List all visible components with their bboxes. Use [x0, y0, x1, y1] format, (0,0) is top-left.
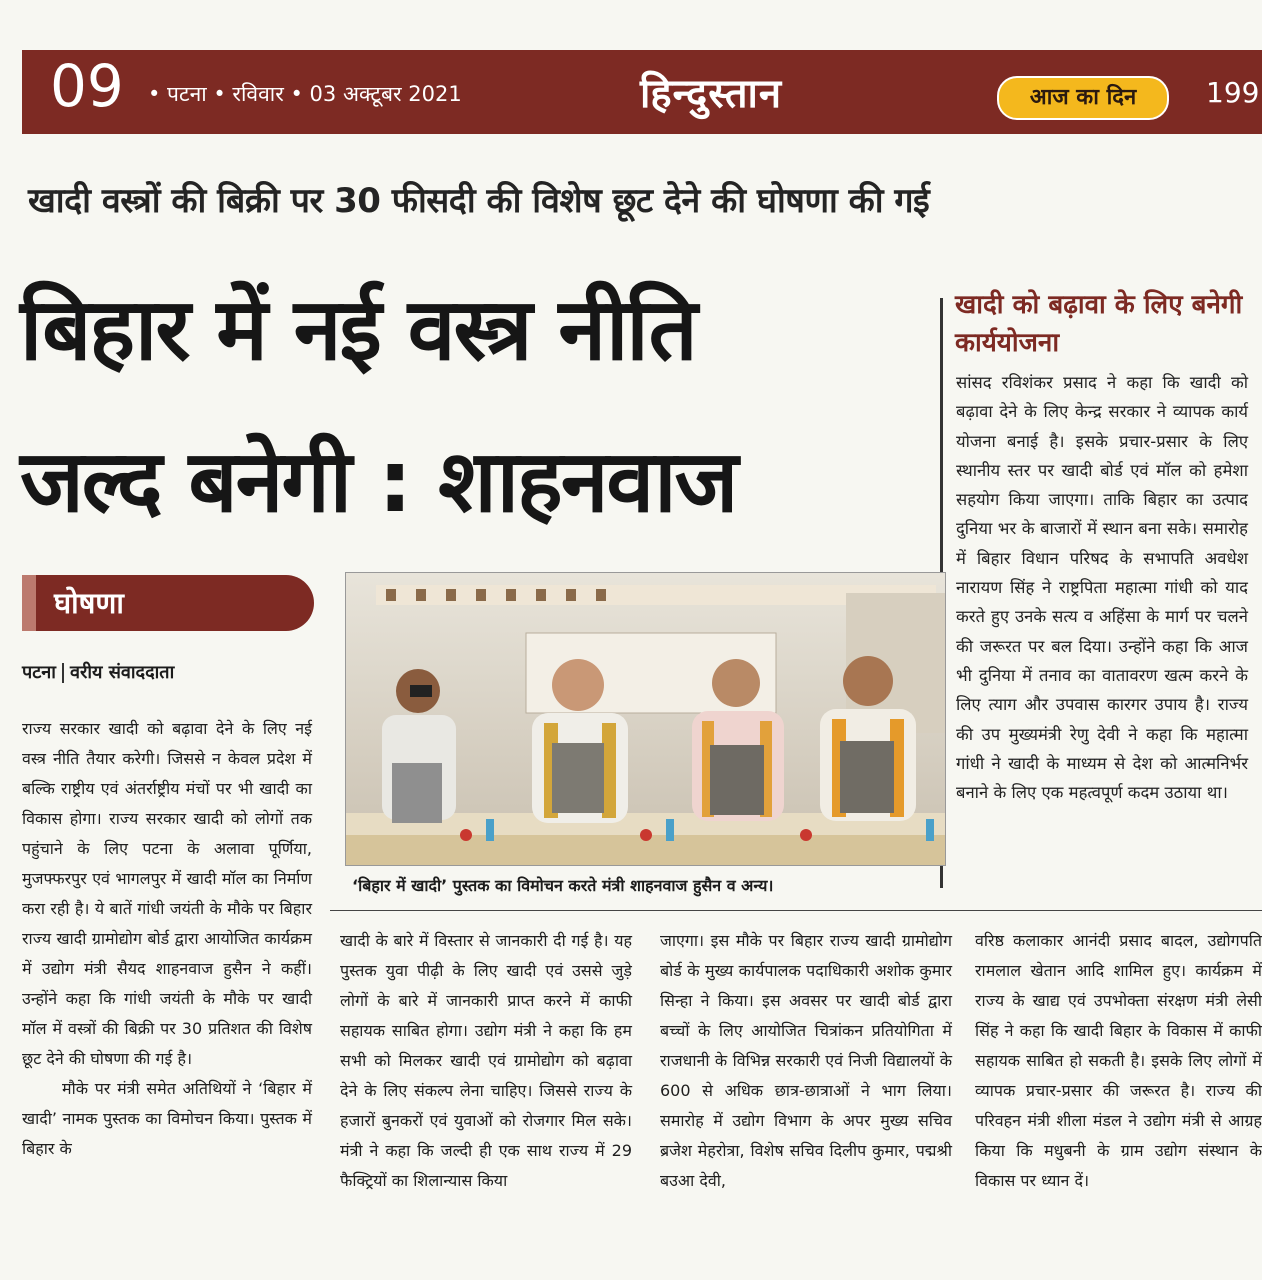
- masthead-edge-text: 199: [1206, 76, 1260, 109]
- article-column-3: जाएगा। इस मौके पर बिहार राज्य खादी ग्रामोद्योग बोर्ड के मुख्य कार्यपालक पदाधिकारी अशोक कुमार सिन्हा ने किया। इस अवसर पर खादी बोर्ड द्वारा बच्चों के लिए आयोजित चित्रांकन प्रतियोगिता में राजधानी के विभिन्न सरकारी एवं निजी विद्यालयों के 600 से अधिक छात्र-छात्राओं ने भाग लिया। समारोह में उद्योग विभाग के अपर मुख्य सचिव ब्रजेश मेहरोत्रा, विशेष सचिव दिलीप कुमार, पद्मश्री बउआ देवी,: [660, 931, 952, 1190]
- section-label-text: घोषणा: [54, 586, 124, 620]
- byline-separator: [62, 663, 64, 683]
- section-label: [22, 575, 314, 631]
- headline-line-2: जल्द बनेगी : शाहनवाज: [20, 432, 737, 532]
- article-kicker: खादी वस्त्रों की बिक्री पर 30 फीसदी की विशेष छूट देने की घोषणा की गई: [28, 181, 930, 221]
- column-divider: [330, 910, 1262, 911]
- masthead-bar: [22, 50, 1262, 134]
- article-column-4: वरिष्ठ कलाकार आनंदी प्रसाद बादल, उद्योगपति रामलाल खेतान आदि शामिल हुए। कार्यक्रम में राज्य के खाद्य एवं उपभोक्ता संरक्षण मंत्री लेसी सिंह ने कहा कि खादी बिहार के विकास में काफी सहायक साबित हो सकती है। इसके लिए लोगों में व्यापक प्रचार-प्रसार की जरूरत है। राज्य की परिवहन मंत्री शीला मंडल ने उद्योग मंत्री से आग्रह किया कि मधुबनी के ग्राम उद्योग संस्थान के विकास पर ध्यान दें।: [975, 931, 1262, 1190]
- dateline: • पटना • रविवार • 03 अक्टूबर 2021: [148, 82, 462, 106]
- article-column-2: खादी के बारे में विस्तार से जानकारी दी गई है। यह पुस्तक युवा पीढ़ी के लिए खादी एवं उससे जुड़े लोगों के बारे में जानकारी प्राप्त करने में काफी सहायक साबित होगा। उद्योग मंत्री ने कहा कि हम सभी को मिलकर खादी एवं ग्रामोद्योग को बढ़ावा देने के लिए संकल्प लेना चाहिए। जिससे राज्य के हजारों बुनकरों एवं युवाओं को रोजगार मिल सके। मंत्री ने कहा कि जल्दी ही एक साथ राज्य में 29 फैक्ट्रियों का शिलान्यास किया: [340, 931, 632, 1190]
- sidebar-body: सांसद रविशंकर प्रसाद ने कहा कि खादी को बढ़ावा देने के लिए केन्द्र सरकार ने व्यापक कार्य योजना बनाई है। इसके प्रचार-प्रसार के लिए स्थानीय स्तर पर खादी बोर्ड एवं मॉल को हमेशा सहयोग किया जाएगा। ताकि बिहार का उत्पाद दुनिया भर के बाजारों में स्थान बना सके। समारोह में बिहार विधान परिषद के सभापति अवधेश नारायण सिंह ने राष्ट्रपिता महात्मा गांधी को याद करते हुए उनके सत्य व अहिंसा के मार्ग पर चलने की जरूरत पर बल दिया। उन्होंने कहा कि आज भी दुनिया में तनाव का वातावरण खत्म करने के लिए त्याग और उपवास कारगर उपाय है। राज्य की उप मुख्यमंत्री रेणु देवी ने कहा कि महात्मा गांधी ने खादी के माध्यम से देश को आत्मनिर्भर बनाने के लिए एक महत्वपूर्ण कदम उठाया था।: [956, 373, 1248, 803]
- newspaper-name: हिन्दुस्तान: [640, 71, 783, 117]
- headline-line-1: बिहार में नई वस्त्र नीति: [20, 280, 696, 380]
- event-photo: [345, 572, 946, 866]
- article-column-1: [22, 714, 312, 1164]
- photo-caption: ‘बिहार में खादी’ पुस्तक का विमोचन करते मंत्री शाहनवाज हुसैन व अन्य।: [352, 876, 774, 895]
- column-1-paragraph-1: राज्य सरकार खादी को बढ़ावा देने के लिए नई वस्त्र नीति तैयार करेगी। जिससे न केवल प्रदेश में बल्कि राष्ट्रीय एवं अंतर्राष्ट्रीय मंचों पर भी खादी का विकास होगा। राज्य सरकार खादी को लोगों तक पहुंचाने के लिए पटना के अलावा पूर्णिया, मुजफ्फरपुर एवं भागलपुर में खादी मॉल का निर्माण करा रही है। ये बातें गांधी जयंती के मौके पर बिहार राज्य खादी ग्रामोद्योग बोर्ड द्वारा आयोजित कार्यक्रम में उद्योग मंत्री सैयद शाहनवाज हुसैन ने कहीं। उन्होंने कहा कि गांधी जयंती के मौके पर खादी मॉल में वस्त्रों की बिक्री पर 30 प्रतिशत की विशेष छूट देने की घोषणा की गई है।: [22, 719, 312, 1068]
- section-label-accent: [22, 575, 36, 631]
- event-photo-illustration: [346, 573, 945, 865]
- column-1-paragraph-2: मौके पर मंत्री समेत अतिथियों ने ‘बिहार में खादी’ नामक पुस्तक का विमोचन किया। पुस्तक में बिहार के: [22, 1079, 312, 1158]
- byline-place: पटना: [22, 662, 56, 683]
- page-number: 09: [50, 52, 124, 120]
- sidebar-heading: खादी को बढ़ावा के लिए बनेगी कार्ययोजना: [955, 290, 1243, 358]
- byline: [22, 660, 174, 684]
- aaj-ka-din-badge: आज का दिन: [997, 76, 1169, 120]
- byline-author: वरीय संवाददाता: [69, 662, 175, 683]
